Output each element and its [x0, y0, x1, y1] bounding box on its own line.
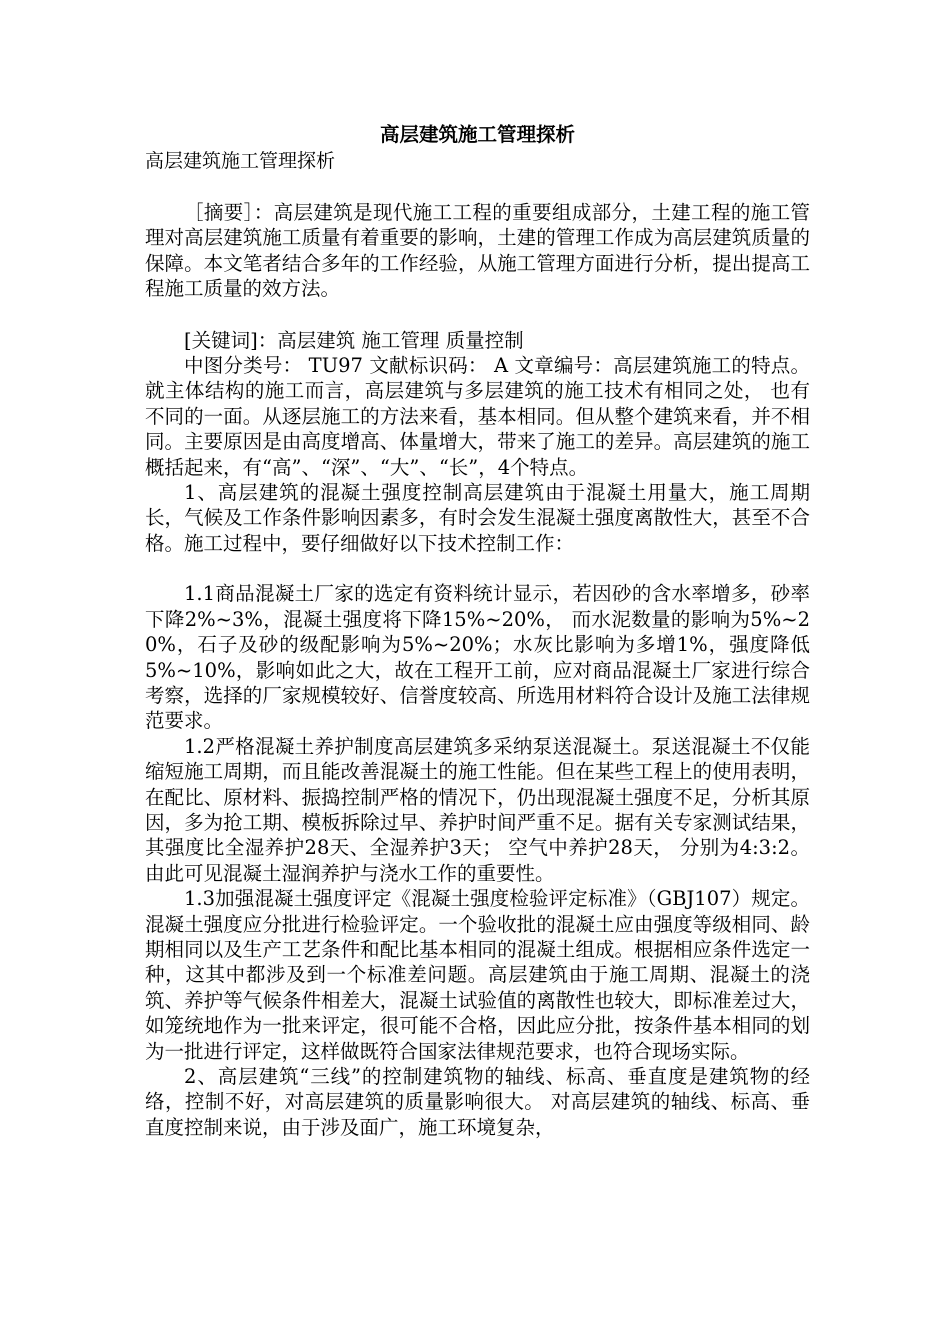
document-title: 高层建筑施工管理探析 — [379, 123, 575, 146]
section-1-2-paragraph: 1.2严格混凝土养护制度高层建筑多采纳泵送混凝土。泵送混凝土不仅能缩短施工周期，而且能改善混凝土的施工性能。但在某些工程上的使用表明，在配比、原材料、振捣控制严格的情况下，仍出现混凝土强度不足，分析其原因，多为抢工期、模板拆除过早、养护时间严重不足。据有关专家测试结果，其强度比全湿养护28天、全湿养护3天； 空气中养护28天， 分别为4:3:2。由此可见混凝土湿润养护与浇水工作的重要性。 — [145, 734, 810, 885]
document-body — [145, 122, 810, 1140]
section-1-3-paragraph: 1.3加强混凝土强度评定《混凝土强度检验评定标准》（GBJ107）规定。混凝土强度应分批进行检验评定。一个验收批的混凝土应由强度等级相同、龄期相同以及生产工艺条件和配比基本相同的混凝土组成。根据相应条件选定一种，这其中都涉及到一个标准差问题。高层建筑由于施工周期、混凝土的浇筑、养护等气候条件相差大，混凝土试验值的离散性也较大，即标准差过大，如笼统地作为一批来评定，很可能不合格，因此应分批，按条件基本相同的划为一批进行评定，这样做既符合国家法律规范要求，也符合现场实际。 — [145, 887, 810, 1063]
section-1-paragraph: 1、高层建筑的混凝土强度控制高层建筑由于混凝土用量大，施工周期长，气候及工作条件影响因素多，有时会发生混凝土强度离散性大，甚至不合格。施工过程中，要仔细做好以下技术控制工作： — [145, 481, 810, 555]
classification-paragraph: 中图分类号： TU97 文献标识码： A 文章编号：高层建筑施工的特点。就主体结构的施工而言，高层建筑与多层建筑的施工技术有相同之处， 也有不同的一面。从逐层施工的方法来看，基本相同。但从整个建筑来看，并不相同。主要原因是由高度增高、体量增大，带来了施工的差异。高层建筑的施工概括起来，有“高”、“深”、“大”、“长”，4个特点。 — [145, 354, 810, 479]
spacer — [145, 174, 810, 200]
section-1-1-paragraph: 1.1商品混凝土厂家的选定有资料统计显示，若因砂的含水率增多，砂率下降2%~3%，混凝土强度将下降15%~20%， 而水泥数量的影响为5%~20%，石子及砂的级配影响为5%~20%；水灰比影响为多增1%，强度降低5%~10%，影响如此之大，故在工程开工前，应对商品混凝土厂家进行综合考察，选择的厂家规模较好、信誉度较高、所选用材料符合设计及施工法律规范要求。 — [145, 582, 810, 733]
spacer — [145, 556, 810, 581]
spacer — [145, 302, 810, 328]
keywords-paragraph: [关键词]：高层建筑 施工管理 质量控制 — [184, 328, 524, 352]
section-2-paragraph: 2、高层建筑“三线”的控制建筑物的轴线、标高、垂直度是建筑物的经络，控制不好，对高层建筑的质量影响很大。 对高层建筑的轴线、标高、垂直度控制来说，由于涉及面广，施工环境复杂， — [145, 1065, 810, 1139]
abstract-paragraph: ［摘要］：高层建筑是现代施工工程的重要组成部分，土建工程的施工管理对高层建筑施工质量有着重要的影响，土建的管理工作成为高层建筑质量的保障。本文笔者结合多年的工作经验，从施工管理方面进行分析，提出提高工程施工质量的效方法。 — [145, 201, 810, 301]
document-subtitle: 高层建筑施工管理探析 — [145, 150, 336, 172]
